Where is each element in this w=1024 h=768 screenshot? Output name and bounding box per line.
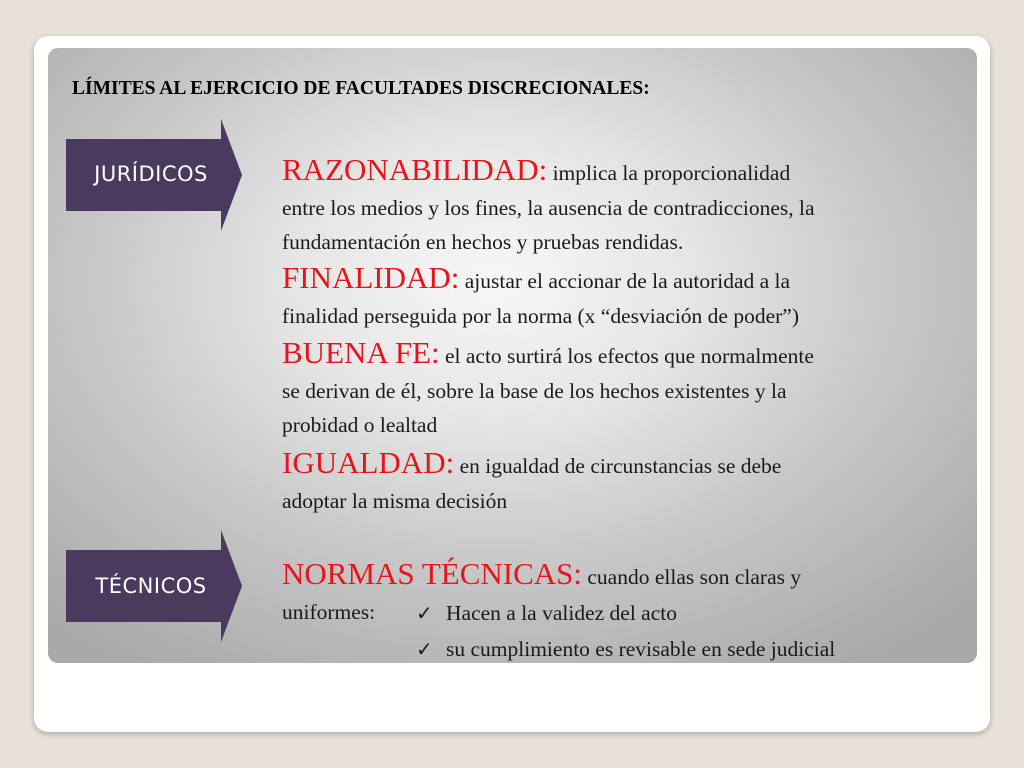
check-list [416, 595, 835, 667]
check-list-item-text: Hacen a la validez del acto [446, 601, 677, 625]
check-list-item [416, 631, 835, 667]
check-list-item [416, 595, 835, 631]
item-text-line: uniformes: [282, 599, 376, 624]
item-text-line: probidad o lealtad [282, 413, 438, 437]
item-igualdad [282, 446, 781, 518]
item-finalidad [282, 261, 799, 333]
arrow-label-tecnicos: TÉCNICOS [95, 574, 207, 598]
item-text-line: cuando ellas son claras y [587, 565, 802, 589]
item-term: NORMAS TÉCNICAS: [282, 556, 583, 591]
item-text-line: adoptar la misma decisión [282, 488, 508, 513]
item-term: BUENA FE: [282, 335, 440, 370]
item-text-line: fundamentación en hechos y pruebas rendidas. [282, 230, 684, 254]
item-text-line: ajustar el accionar de la autoridad a la [464, 269, 791, 293]
item-term: RAZONABILIDAD: [282, 152, 548, 187]
item-text-line: implica la proporcionalidad [552, 161, 791, 185]
arrow-label-juridicos: JURÍDICOS [94, 162, 208, 186]
item-buena-fe [282, 336, 814, 443]
item-text-line: se derivan de él, sobre la base de los hechos existentes y la [282, 378, 787, 403]
check-mark-icon: ✓ [416, 637, 433, 661]
item-term: IGUALDAD: [282, 445, 455, 480]
slide-heading: LÍMITES AL EJERCICIO DE FACULTADES DISCRECIONALES: [72, 78, 650, 99]
item-text-line: entre los medios y los fines, la ausencia de contradicciones, la [282, 195, 815, 220]
arrow-tecnicos [66, 530, 262, 642]
item-text-line: finalidad perseguida por la norma (x “desviación de poder”) [282, 303, 799, 328]
check-mark-icon: ✓ [416, 601, 433, 625]
item-razonabilidad [282, 153, 815, 260]
item-text-line: en igualdad de circunstancias se debe [459, 454, 782, 478]
item-text-line: el acto surtirá los efectos que normalmente [444, 344, 814, 368]
check-list-item-text: su cumplimiento es revisable en sede judicial [446, 637, 836, 661]
item-term: FINALIDAD: [282, 260, 460, 295]
arrow-juridicos [66, 119, 262, 231]
